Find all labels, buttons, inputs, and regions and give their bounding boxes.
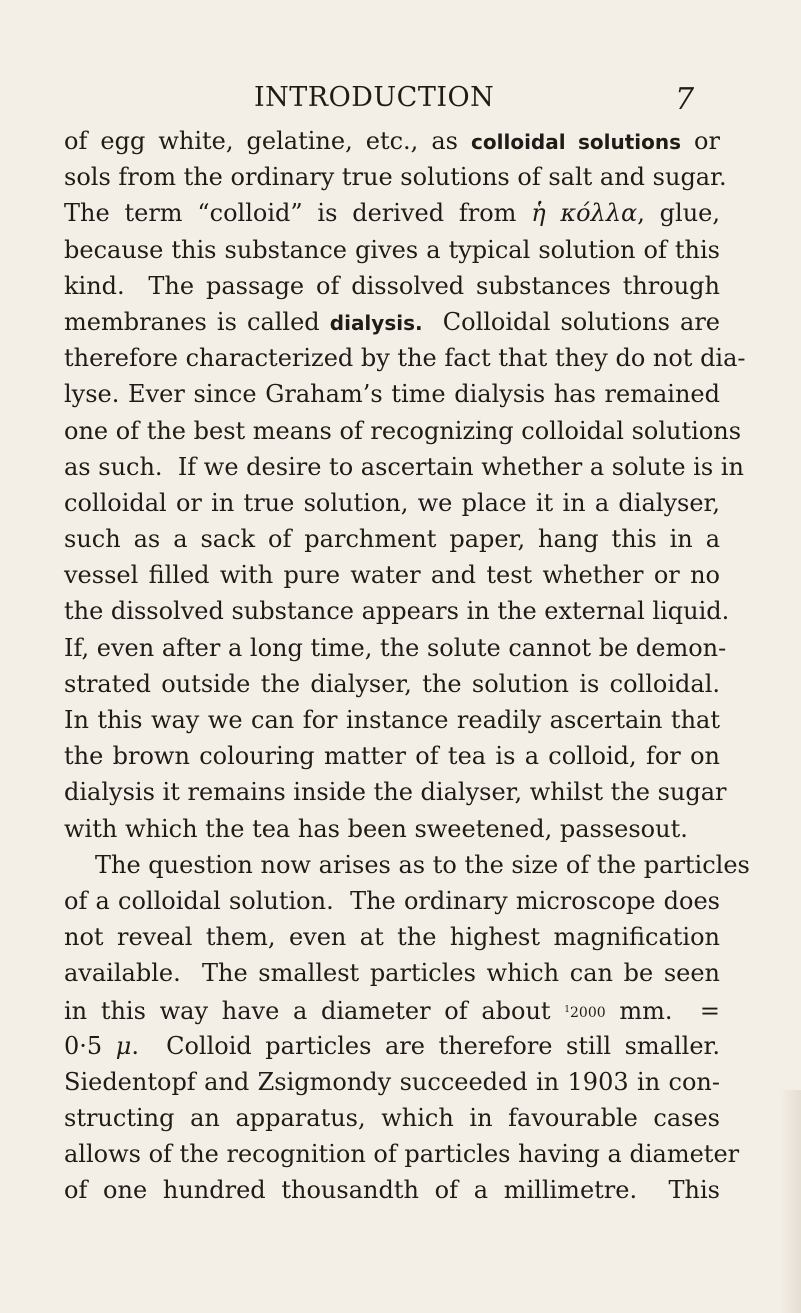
micron-symbol: μ xyxy=(115,1031,132,1060)
text-line: such as a sack of parchment paper, hang this in a xyxy=(64,525,720,554)
text-line xyxy=(64,992,720,1028)
text-run: mm. = xyxy=(605,996,721,1025)
text-line: If, even after a long time, the solute cannot be demon- xyxy=(64,633,727,662)
text-line: In this way we can for instance readily ascertain that xyxy=(64,706,720,734)
text-run: or xyxy=(681,127,720,155)
text-line: the brown colouring matter of tea is a colloid, for on xyxy=(64,742,720,771)
text-line: kind. The passage of dissolved substances through xyxy=(64,271,720,300)
text-line xyxy=(64,195,720,231)
text-line: the dissolved substance appears in the external liquid. xyxy=(64,597,730,626)
text-run: . Colloid particles are therefore still smaller. xyxy=(131,1031,720,1060)
text-run: Colloidal solutions are xyxy=(422,307,721,336)
text-line: lyse. Ever since Graham’s time dialysis has remained xyxy=(64,380,720,409)
fraction xyxy=(564,997,605,1025)
body-text xyxy=(64,123,750,1209)
fraction-denominator: 2000 xyxy=(570,1004,606,1021)
text-line: vessel filled with pure water and test whether or no xyxy=(64,561,720,590)
text-line xyxy=(64,123,720,159)
text-line xyxy=(64,304,720,340)
text-line: Siedentopf and Zsigmondy succeeded in 1903 in con- xyxy=(64,1067,720,1096)
text-line: one of the best means of recognizing colloidal solutions xyxy=(64,416,742,445)
fraction-numerator: 1 xyxy=(564,1004,571,1015)
text-line: The question now arises as to the size of the particles xyxy=(95,850,750,879)
text-line: therefore characterized by the fact that they do not dia- xyxy=(64,344,746,373)
page-header xyxy=(0,78,801,118)
page-number: 7 xyxy=(675,82,695,117)
text-run: membranes is called xyxy=(64,307,330,336)
bold-term-colloidal-solutions: colloidal solutions xyxy=(471,130,682,154)
text-line: not reveal them, even at the highest magnification xyxy=(64,923,720,952)
greek-word-kolla: ἡ κόλλα xyxy=(531,199,638,228)
text-line: as such. If we desire to ascertain whether a solute is in xyxy=(64,452,744,481)
text-line: of a colloidal solution. The ordinary microscope does xyxy=(64,886,720,915)
text-line: with which the tea has been sweetened, passesout. xyxy=(64,814,688,843)
text-line: dialysis it remains inside the dialyser, whilst the sugar xyxy=(64,778,727,807)
paragraph-2 xyxy=(64,847,750,1209)
text-run: of egg white, gelatine, etc., as xyxy=(64,127,472,155)
text-line: colloidal or in true solution, we place it in a dialyser, xyxy=(64,488,720,517)
text-line: allows of the recognition of particles having a diameter xyxy=(64,1140,740,1169)
text-run: The term “colloid” is derived from xyxy=(64,199,532,228)
text-run: 0·5 xyxy=(64,1031,116,1060)
text-run: in this way have a diameter of about xyxy=(64,996,565,1025)
running-head: INTRODUCTION xyxy=(254,82,495,113)
page-edge-shadow xyxy=(779,1090,801,1313)
text-line: available. The smallest particles which can be seen xyxy=(64,959,720,988)
text-line: sols from the ordinary true solutions of salt and sugar. xyxy=(64,163,727,192)
text-line: of one hundred thousandth of a millimetre. This xyxy=(64,1176,720,1205)
text-line: structing an apparatus, which in favourable cases xyxy=(64,1104,720,1133)
paragraph-1 xyxy=(64,123,746,847)
text-line xyxy=(64,1028,720,1064)
bold-term-dialysis: dialysis. xyxy=(329,310,423,335)
text-line: because this substance gives a typical solution of this xyxy=(64,235,720,264)
text-line: strated outside the dialyser, the solution is colloidal. xyxy=(64,669,720,698)
text-run: , glue, xyxy=(637,199,720,228)
